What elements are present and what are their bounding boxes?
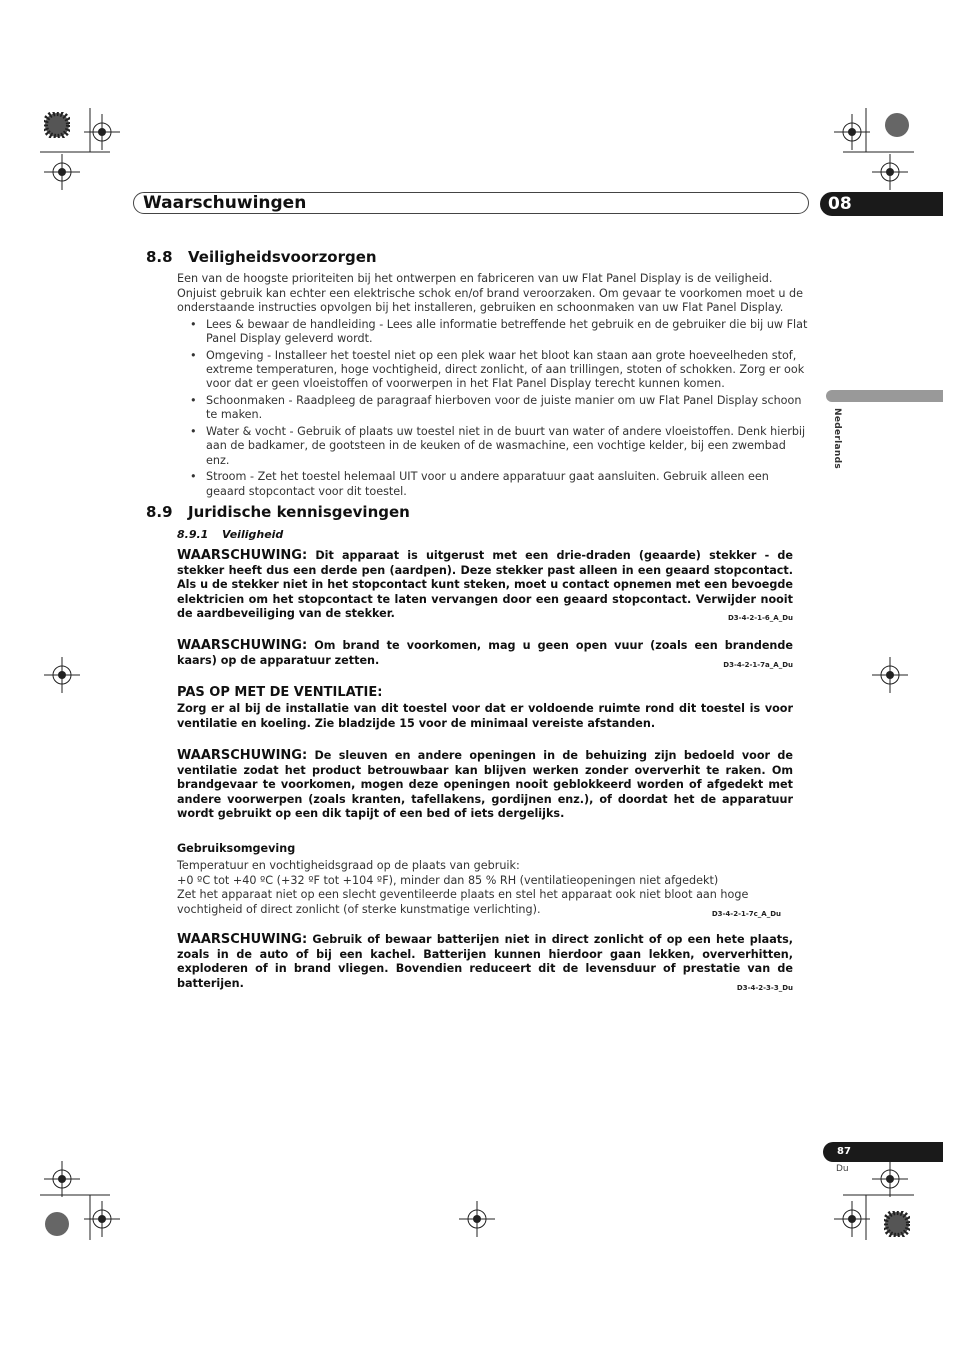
- color-wheel-icon: [44, 112, 70, 138]
- section-heading-8-8: [146, 248, 377, 266]
- registration-target-icon: [44, 154, 80, 190]
- registration-target-icon: [44, 1161, 80, 1197]
- reference-code: D3-4-2-1-7c_A_Du: [711, 909, 781, 918]
- warning-block: [177, 933, 793, 995]
- page-title: Waarschuwingen: [143, 193, 307, 213]
- environment-line: Temperatuur en vochtigheidsgraad op de plaats van gebruik:: [177, 859, 520, 872]
- registration-target-icon: [872, 154, 908, 190]
- section-heading-8-9: [146, 503, 410, 521]
- reference-code: D3-4-2-1-7a_A_Du: [723, 660, 793, 669]
- color-wheel-icon: [884, 112, 910, 138]
- registration-target-icon: [872, 1161, 908, 1197]
- list-item: • Lees & bewaar de handleiding - Lees alle informatie betreffende het gebruik en de gebruiker die bij uw Flat Panel Display geleverd wordt.: [178, 318, 810, 346]
- registration-target-icon: [872, 657, 908, 693]
- side-language-label: Nederlands: [832, 408, 842, 469]
- warning-block: [177, 549, 793, 626]
- warning-keyword: WAARSCHUWING:: [177, 548, 308, 563]
- ventilation-heading: PAS OP MET DE VENTILATIE:: [177, 685, 383, 700]
- registration-target-icon: [834, 1201, 870, 1237]
- warning-text: Om brand te voorkomen, mag u geen open vuur (zoals een brandende kaars) op de apparatuur zetten.: [177, 639, 793, 667]
- color-wheel-icon: [44, 1211, 70, 1237]
- page-language-code: Du: [836, 1164, 849, 1174]
- list-item: • Schoonmaken - Raadpleeg de paragraaf hierboven voor de juiste manier om uw Flat Panel Display schoon te maken.: [178, 394, 810, 422]
- registration-target-icon: [459, 1201, 495, 1237]
- list-item: • Omgeving - Installeer het toestel niet op een plek waar het bloot kan staan aan grote hoeveelheden stof, extreme temperaturen, hoge vochtigheid, direct zonlicht, of aan trillingen, stoten of schokken. Zorg er ook voor dat er geen vloeistoffen of voorwerpen in het Flat Panel Display terecht kunnen komen.: [178, 349, 810, 392]
- registration-target-icon: [44, 657, 80, 693]
- environment-text: [177, 859, 781, 921]
- safety-list: [178, 318, 810, 501]
- warning-keyword: WAARSCHUWING:: [177, 638, 308, 653]
- section-title: Veiligheidsvoorzorgen: [188, 248, 377, 266]
- environment-heading: Gebruiksomgeving: [177, 842, 296, 855]
- subsection-title: Veiligheid: [222, 528, 284, 541]
- reference-code: D3-4-2-1-6_A_Du: [728, 614, 793, 623]
- chapter-badge: 08: [820, 192, 943, 216]
- warning-text: De sleuven en andere openingen in de behuizing zijn bedoeld voor de ventilatie zodat het product betrouwbaar kan blijven werken zonder oververhit te raken. Om brandgevaar te voorkomen, mogen deze openingen nooit geblokkeerd worden of afgedekt met andere voorwerpen (zoals kranten, tafellakens, gordijnen enz.), of doordat het de apparatuur wordt gebruikt op een dik tapijt of een bed of iets dergelijks.: [177, 749, 793, 821]
- warning-block: [177, 639, 793, 672]
- list-item: • Water & vocht - Gebruik of plaats uw toestel niet in de buurt van water of andere vloeistoffen. Denk hierbij aan de badkamer, de gootsteen in de keuken of de wasmachine, een vochtige kelder, bij een zwembad enz.: [178, 425, 810, 468]
- side-tab: [826, 390, 943, 402]
- section-title: Juridische kennisgevingen: [188, 503, 410, 521]
- warning-block: [177, 749, 793, 822]
- subsection-heading: [177, 528, 283, 541]
- section-number: 8.9: [146, 503, 173, 521]
- list-item: • Stroom - Zet het toestel helemaal UIT voor u andere apparatuur gaat aansluiten. Gebruik alleen een geaard stopcontact voor dit toestel.: [178, 470, 810, 498]
- reference-code: D3-4-2-3-3_Du: [736, 983, 793, 992]
- warning-keyword: WAARSCHUWING:: [177, 748, 308, 763]
- intro-paragraph: Een van de hoogste prioriteiten bij het ontwerpen en fabriceren van uw Flat Panel Display is de veiligheid. Onjuist gebruik kan echter een elektrische schok en/of brand veroorzaken. Om gevaar te voorkomen moet u de onderstaande instructies opvolgen bij het installeren, gebruiken en schoonmaken van uw Flat Panel Display.: [177, 272, 803, 315]
- ventilation-text: Zorg er al bij de installatie van dit toestel voor dat er voldoende ruimte rond dit toestel is voor ventilatie en koeling. Zie bladzijde 15 voor de minimaal vereiste afstanden.: [177, 702, 793, 730]
- page-number: 87: [823, 1142, 943, 1162]
- color-wheel-icon: [884, 1211, 910, 1237]
- warning-text: Gebruik of bewaar batterijen niet in direct zonlicht of op een hete plaats, zoals in de auto of bij een kachel. Batterijen kunnen hierdoor gaan lekken, oververhitten, exploderen of in brand vliegen. Bovendien reduceert dit de levensduur of prestatie van de batterijen.: [177, 933, 793, 990]
- registration-target-icon: [84, 1201, 120, 1237]
- registration-target-icon: [834, 114, 870, 150]
- registration-target-icon: [84, 114, 120, 150]
- section-number: 8.8: [146, 248, 173, 266]
- environment-line: +0 ºC tot +40 ºC (+32 ºF tot +104 ºF), minder dan 85 % RH (ventilatieopeningen niet afgedekt): [177, 873, 719, 887]
- environment-line: Zet het apparaat niet op een slecht geventileerde plaats en stel het apparaat ook niet bloot aan hoge vochtigheid of direct zonlicht (of sterke kunstmatige verlichting).: [177, 888, 749, 916]
- warning-text: Dit apparaat is uitgerust met een drie-draden (geaarde) stekker - de stekker heeft dus een derde pen (aardpen). Deze stekker past alleen in een geaard stopcontact. Als u de stekker niet in het stopcontact kunt steken, moet u contact opnemen met een bevoegde elektricien om het stopcontact te laten vervangen door een geaard stopcontact. Verwijder nooit de aardbeveiliging van de stekker.: [177, 549, 793, 621]
- warning-keyword: WAARSCHUWING:: [177, 932, 308, 947]
- subsection-number: 8.9.1: [177, 528, 209, 541]
